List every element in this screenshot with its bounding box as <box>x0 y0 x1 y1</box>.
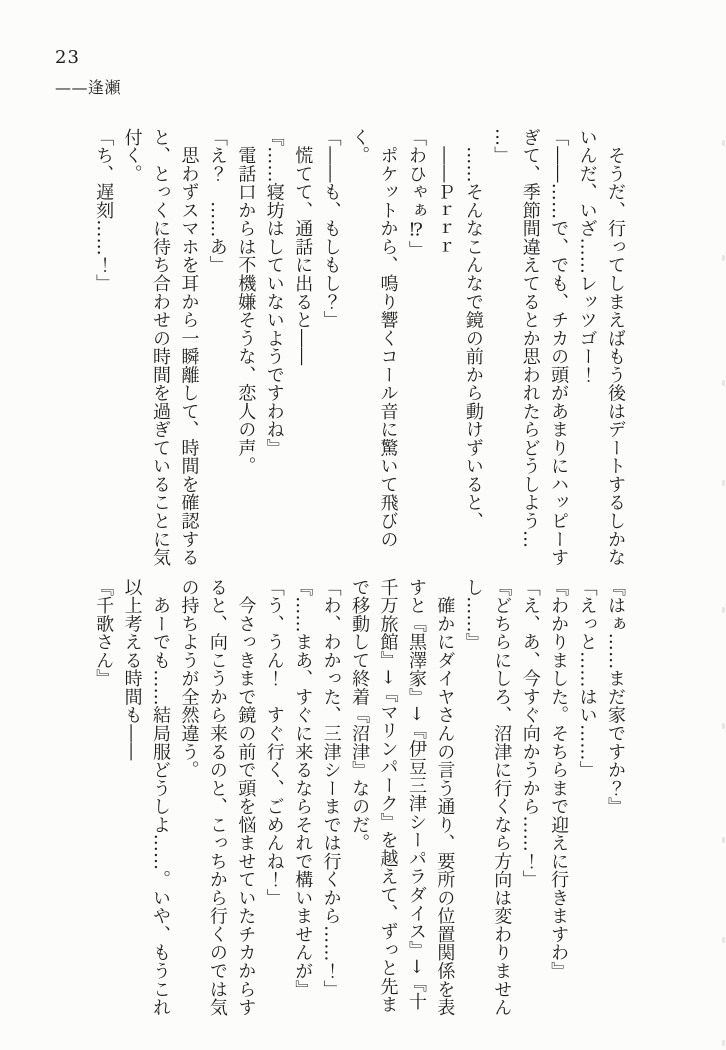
text-line: ると、向こうから来るのと、こっちから行くのでは気 <box>206 578 228 1017</box>
chapter-header: ——逢瀬 <box>55 78 122 97</box>
scan-artifact <box>722 937 725 943</box>
text-line: 『……まあ、すぐに来るならそれで構いませんが』 <box>292 578 314 999</box>
text-line: 付く。 <box>121 128 143 183</box>
text-line: 「――も、もしもし？」 <box>320 128 342 329</box>
text-line: 千万旅館』→『マリンパーク』を越えて、ずっと先ま <box>377 578 399 1014</box>
text-line: いんだ、いざ……レッツゴー！ <box>576 128 598 384</box>
text-line: 『わかりました。そちらまで迎えに行きますわ』 <box>548 578 570 980</box>
text-line: 今さっきまで鏡の前で頭を悩ませていたチカからす <box>235 578 257 1017</box>
text-line: 以上考える時間も―― <box>121 578 143 761</box>
scan-artifact <box>722 837 725 843</box>
scan-artifact <box>722 1040 725 1046</box>
text-line: 『どちらにしろ、沼津に行くなら方向は変わりません <box>491 578 513 1017</box>
text-line: で移動して終着『沼津』なのだ。 <box>349 578 371 853</box>
text-line: の持ちようが全然違う。 <box>178 578 200 779</box>
text-line: 『千歌さん』 <box>93 578 115 688</box>
page-number: 23 <box>55 47 80 68</box>
text-line: 「ち、遅刻……！」 <box>93 128 115 293</box>
text-line: 「う、うん！ すぐ行く、ごめんね！」 <box>263 578 285 907</box>
text-line: そうだ、行ってしまえばもう後はデートするしかな <box>605 128 626 567</box>
text-line: 「えっと……はい……」 <box>576 578 598 779</box>
text-line: ポケットから、鳴り響くコール音に驚いて飛びの <box>377 128 399 549</box>
text-line: 慌てて、通話に出ると―― <box>292 128 314 366</box>
text-line: あーでも……結局服どうしよ……。いや、もうこれ <box>150 578 171 1017</box>
scan-artifact <box>722 480 725 486</box>
text-line: ――Ｐｒｒｒ <box>434 128 456 256</box>
scan-artifact <box>722 255 725 261</box>
top-text-block <box>89 128 629 580</box>
text-line: 「わ、わかった、三津シーまでは行くから……！」 <box>320 578 342 999</box>
scan-artifact <box>722 723 725 729</box>
text-line: し……』 <box>462 578 484 652</box>
text-line: 電話口からは不機嫌そうな、恋人の声。 <box>235 128 257 476</box>
text-line: 「わひゃぁ⁉」 <box>405 128 427 259</box>
bottom-text-block <box>89 578 629 1030</box>
text-line: ぎて、季節間違えてるとか思われたらどうしよう… <box>519 128 541 549</box>
scan-artifact <box>722 607 725 613</box>
scan-artifact <box>722 140 725 146</box>
text-line: 確かにダイヤさんの言う通り、要所の位置関係を表 <box>434 578 456 1017</box>
text-line: 『はぁ……まだ家ですか？』 <box>605 578 626 816</box>
text-line: 「え、あ、今すぐ向かうから……！」 <box>519 578 541 889</box>
text-line: く。 <box>349 128 371 165</box>
text-line: ……そんなこんなで鏡の前から動けずいると、 <box>462 128 484 530</box>
text-line: 思わずスマホを耳から一瞬離して、時間を確認する <box>178 128 200 567</box>
scan-artifact <box>722 380 725 386</box>
text-line: 『……寝坊はしていないようですわね』 <box>263 128 285 457</box>
text-line: すと『黒澤家』→『伊豆三津シーパラダイス』→『十 <box>405 578 427 1011</box>
text-line: 「え？ ……あ」 <box>206 128 228 275</box>
text-line: と、とっくに待ち合わせの時間を過ぎていることに気 <box>150 128 171 567</box>
text-line: …」 <box>491 128 513 165</box>
text-line: 「――……で、でも、チカの頭があまりにハッピーす <box>548 128 570 567</box>
